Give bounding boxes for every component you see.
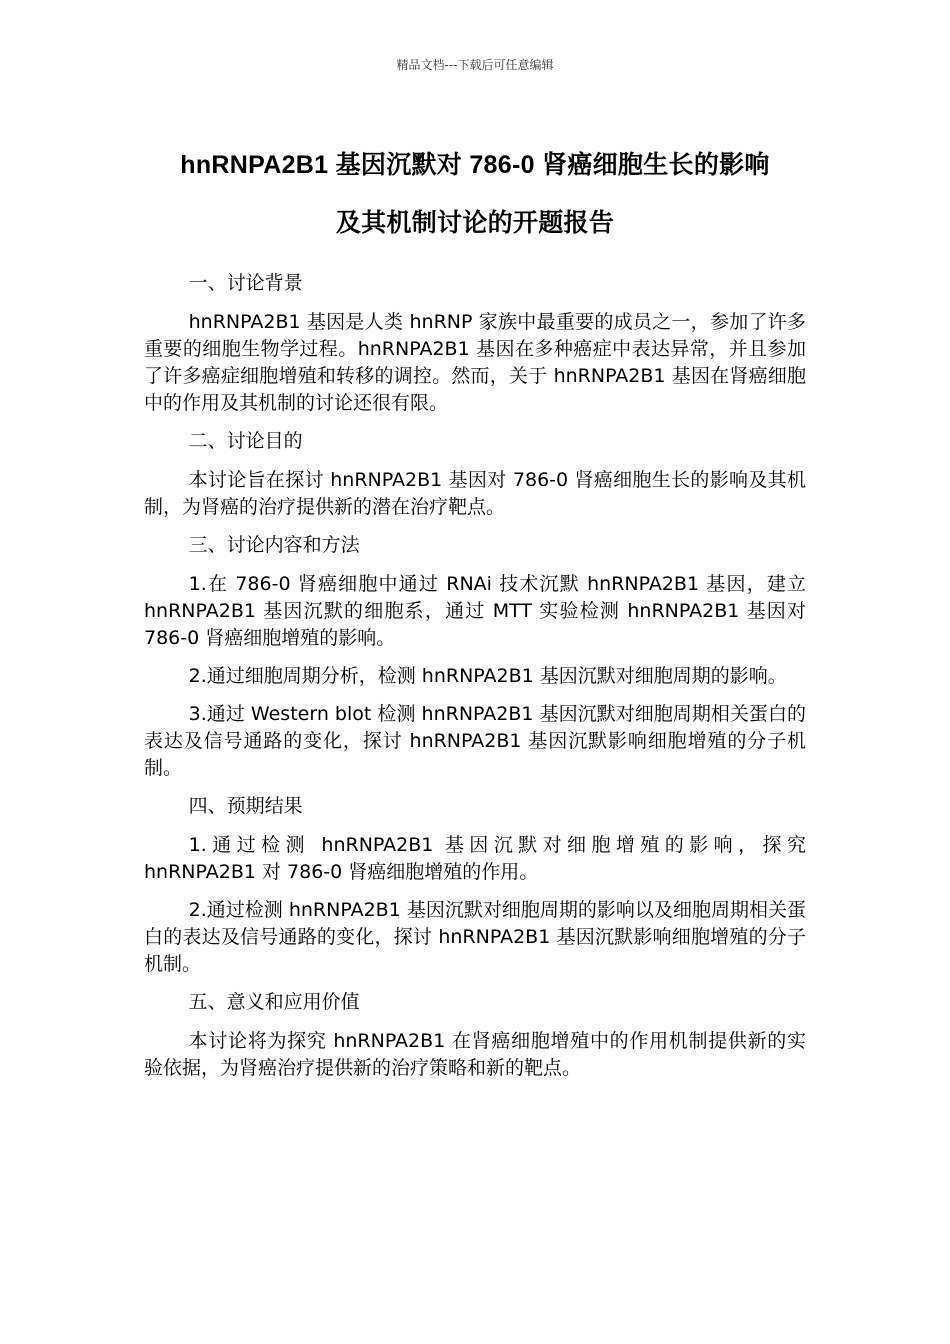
section-heading-purpose: 二、讨论目的 — [188, 430, 303, 452]
page-header-note: 精品文档---下载后可任意编辑 — [396, 58, 554, 72]
methods-item-2: 2.通过细胞周期分析，检测 hnRNPA2B1 基因沉默对细胞周期的影响。 — [188, 665, 787, 687]
paragraph-purpose: 本讨论旨在探讨 hnRNPA2B1 基因对 786-0 肾癌细胞生长的影响及其机制，为肾癌的治疗提供新的潜在治疗靶点。 — [144, 469, 806, 518]
document-title — [120, 136, 830, 252]
results-item-1: 1.通过检测 hnRNPA2B1 基因沉默对细胞增殖的影响，探究 hnRNPA2B1 对 786-0 肾癌细胞增殖的作用。 — [144, 834, 806, 883]
paragraph-significance: 本讨论将为探究 hnRNPA2B1 在肾癌细胞增殖中的作用机制提供新的实验依据，为肾癌治疗提供新的治疗策略和新的靶点。 — [144, 1030, 806, 1079]
section-heading-background: 一、讨论背景 — [188, 272, 303, 294]
paragraph-background: hnRNPA2B1 基因是人类 hnRNP 家族中最重要的成员之一，参加了许多重要的细胞生物学过程。hnRNPA2B1 基因在多种癌症中表达异常，并且参加了许多癌症细胞增殖和转移的调控。然而，关于 hnRNPA2B1 基因在肾癌细胞中的作用及其机制的讨论还很有限。 — [144, 311, 806, 414]
title-line-1: hnRNPA2B1 基因沉默对 786-0 肾癌细胞生长的影响 — [180, 151, 770, 179]
methods-item-1: 1.在 786-0 肾癌细胞中通过 RNAi 技术沉默 hnRNPA2B1 基因，建立 hnRNPA2B1 基因沉默的细胞系，通过 MTT 实验检测 hnRNPA2B1 基因对 786-0 肾癌细胞增殖的影响。 — [144, 573, 806, 649]
section-heading-results: 四、预期结果 — [188, 795, 303, 817]
methods-item-3: 3.通过 Western blot 检测 hnRNPA2B1 基因沉默对细胞周期相关蛋白的表达及信号通路的变化，探讨 hnRNPA2B1 基因沉默影响细胞增殖的分子机制。 — [144, 703, 806, 779]
section-heading-methods: 三、讨论内容和方法 — [188, 534, 360, 556]
document-body — [144, 270, 806, 1093]
section-heading-significance: 五、意义和应用价值 — [188, 991, 360, 1013]
results-item-2: 2.通过检测 hnRNPA2B1 基因沉默对细胞周期的影响以及细胞周期相关蛋白的表达及信号通路的变化，探讨 hnRNPA2B1 基因沉默影响细胞增殖的分子机制。 — [144, 899, 806, 975]
title-line-2: 及其机制讨论的开题报告 — [335, 209, 615, 237]
